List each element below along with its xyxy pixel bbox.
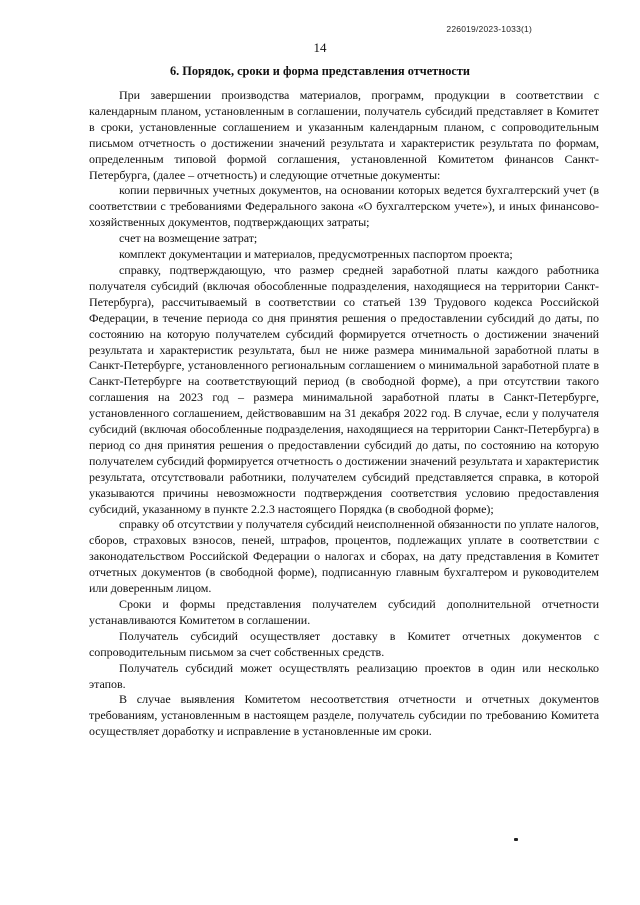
paragraph-delivery: Получатель субсидий осуществляет доставку в Комитет отчетных документов с сопроводительным письмом за счет собственных средств. [89,628,599,659]
page-number: 14 [313,40,327,55]
document-body [89,88,599,740]
scan-mark [514,838,518,841]
paragraph-tax-certificate: справку об отсутствии у получателя субсидий неисполненной обязанности по уплате налогов, сборов, страховых взносов, пеней, штрафов, процентов, подлежащих уплате в соответствии с законодательством Российской Федерации о налогах и сборах, на дату представления в Комитет отчетных документов (в свободной форме), подписанную главным бухгалтером и руководителем или доверенным лицом. [89,517,599,596]
paragraph-additional-reporting: Сроки и формы представления получателем субсидий дополнительной отчетности устанавливаются Комитетом в соглашении. [89,597,599,627]
section-heading: 6. Порядок, сроки и форма представления отчетности [169,64,471,78]
paragraph-invoice: счет на возмещение затрат; [119,231,258,246]
paragraph-project-documentation: комплект документации и материалов, предусмотренных паспортом проекта; [119,247,513,262]
paragraph-primary-documents: копии первичных учетных документов, на основании которых ведется бухгалтерский учет (в соответствии с требованиями Федерального закона «О бухгалтерском учете»), и иных финансово-хозяйственных документов, подтверждающих затраты; [89,183,599,230]
paragraph-salary-certificate: справку, подтверждающую, что размер средней заработной платы каждого работника получателя субсидий (включая обособленные подразделения, находящиеся на территории Санкт-Петербурга), рассчитываемый в соответствии со статьей 139 Трудового кодекса Российской Федерации, в течение периода со дня принятия решения о предоставлении субсидий до даты, по состоянию на которую получателем субсидий формируется отчетность о достижении значений результата и характеристик результата, был не ниже размера минимальной заработной платы в Санкт-Петербурге, установленного региональным соглашением о минимальной заработной плате в Санкт-Петербурге на соответствующий период (в свободной форме), а при отсутствии такого соглашения на 2023 год – размера минимальной заработной платы в Санкт-Петербурге, установленного соглашением, действовавшим на 31 декабря 2022 год. В случае, если у получателя субсидий (включая обособленные подразделения, находящиеся на территории Санкт-Петербурга) в период со дня принятия решения о предоставлении субсидий до даты, по состоянию на которую получателем субсидий формируется отчетность о достижении значений результата и характеристик результата, отсутствовали работники, получателем субсидий представляется справка, в которой указываются причины невозможности подтверждения соответствия условию предоставления субсидий, указанному в пункте 2.2.3 настоящего Порядка (в свободной форме); [89,262,599,516]
paragraph-stages: Получатель субсидий может осуществлять реализацию проектов в один или несколько этапов. [89,660,599,691]
paragraph-reporting-intro: При завершении производства материалов, программ, продукции в соответствии с календарным планом, установленным в соглашении, получатель субсидий представляет в Комитет в сроки, установленные соглашением и указанным календарным планом, с сопроводительным письмом отчетность о достижении значений результата и характеристик результата по формам, определенным типовой формой соглашения, установленной Комитетом финансов Санкт-Петербурга, (далее – отчетность) и следующие отчетные документы: [89,88,599,182]
registration-number: 226019/2023-1033(1) [446,24,532,34]
paragraph-revision: В случае выявления Комитетом несоответствия отчетности и отчетных документов требованиям, установленным в настоящем разделе, получатель субсидии по требованию Комитета осуществляет доработку и исправление в установленные им сроки. [89,692,599,739]
